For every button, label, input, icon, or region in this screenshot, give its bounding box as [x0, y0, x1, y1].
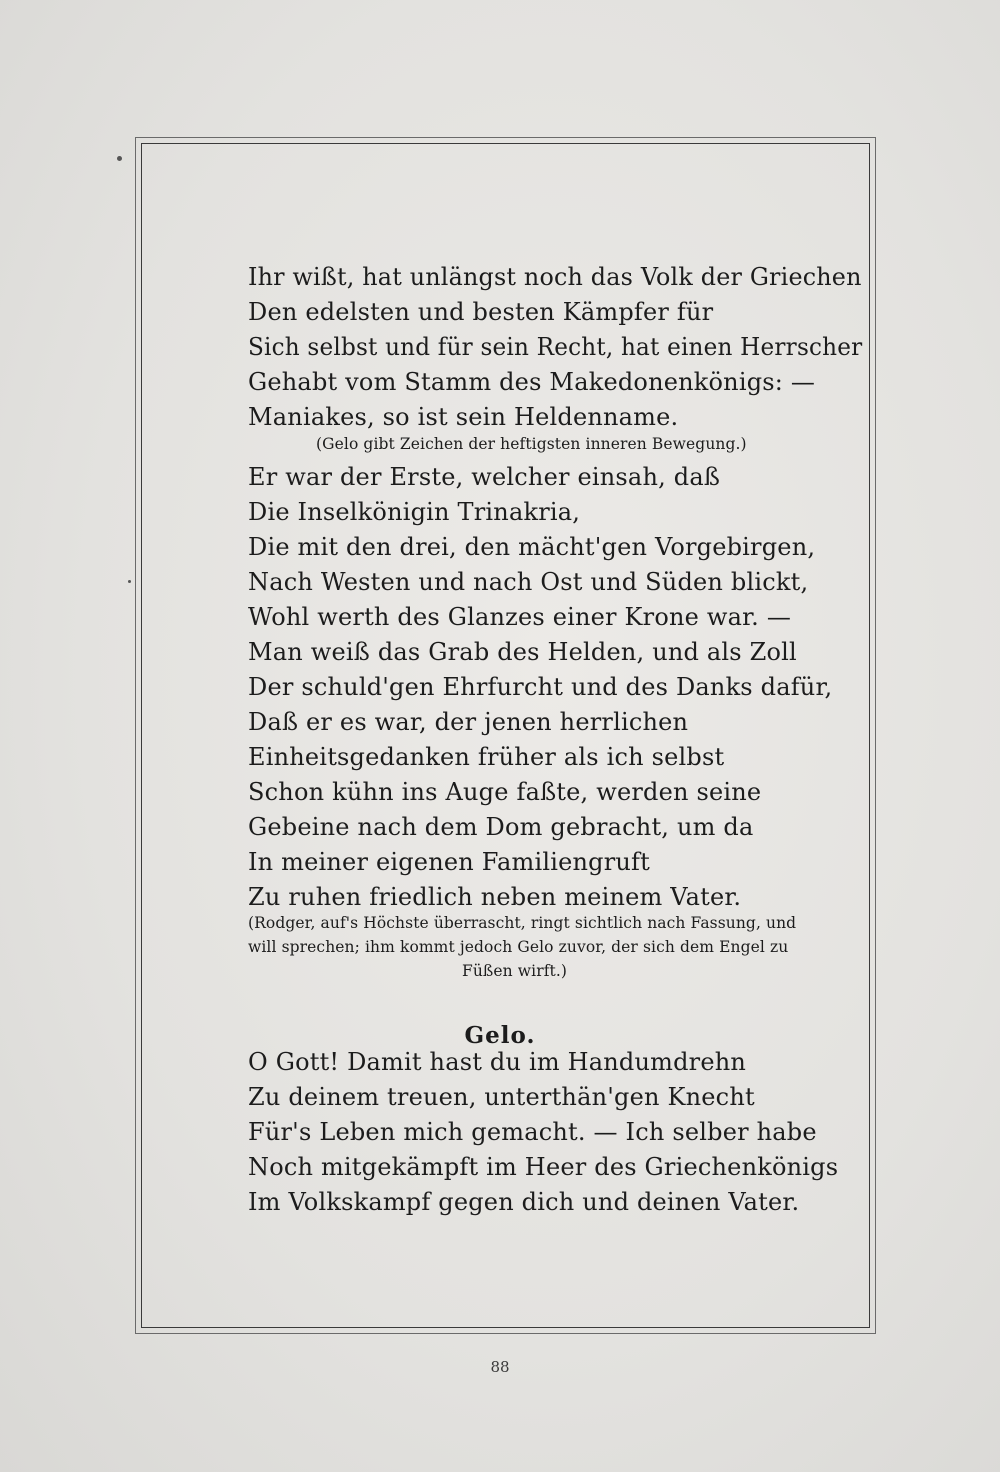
- verse-line: Noch mitgekämpft im Heer des Griechenkönigs: [248, 1153, 839, 1181]
- stage-direction: (Rodger, auf's Höchste überrascht, ringt sichtlich nach Fassung, und: [248, 914, 797, 932]
- stage-direction: Füßen wirft.): [462, 962, 568, 980]
- verse-line: Gebeine nach dem Dom gebracht, um da: [248, 813, 754, 841]
- verse-line: Wohl werth des Glanzes einer Krone war. —: [248, 603, 792, 631]
- verse-line: O Gott! Damit hast du im Handumdrehn: [248, 1048, 747, 1076]
- verse-line: Maniakes, so ist sein Heldenname.: [248, 403, 679, 431]
- verse-line: Man weiß das Grab des Helden, und als Zoll: [248, 638, 797, 666]
- verse-line: Den edelsten und besten Kämpfer für: [248, 298, 714, 326]
- verse-line: Sich selbst und für sein Recht, hat einen Herrscher: [248, 333, 863, 361]
- verse-line: In meiner eigenen Familiengruft: [248, 848, 650, 876]
- stage-direction: will sprechen; ihm kommt jedoch Gelo zuvor, der sich dem Engel zu: [248, 938, 789, 956]
- verse-line: Die Inselkönigin Trinakria,: [248, 498, 581, 526]
- verse-line: Für's Leben mich gemacht. — Ich selber habe: [248, 1118, 817, 1146]
- verse-line: Die mit den drei, den mächt'gen Vorgebirgen,: [248, 533, 816, 561]
- verse-line: Daß er es war, der jenen herrlichen: [248, 708, 689, 736]
- print-speck: [117, 156, 122, 161]
- verse-line: Der schuld'gen Ehrfurcht und des Danks dafür,: [248, 673, 833, 701]
- page-number: 88: [490, 1358, 510, 1376]
- verse-line: Schon kühn ins Auge faßte, werden seine: [248, 778, 762, 806]
- print-speck: [128, 580, 131, 583]
- verse-line: Ihr wißt, hat unlängst noch das Volk der Griechen: [248, 263, 862, 291]
- stage-direction: (Gelo gibt Zeichen der heftigsten inneren Bewegung.): [316, 435, 747, 453]
- verse-line: Nach Westen und nach Ost und Süden blickt,: [248, 568, 809, 596]
- verse-line: Im Volkskampf gegen dich und deinen Vater.: [248, 1188, 800, 1216]
- verse-line: Zu deinem treuen, unterthän'gen Knecht: [248, 1083, 755, 1111]
- verse-line: Einheitsgedanken früher als ich selbst: [248, 743, 725, 771]
- verse-line: Gehabt vom Stamm des Makedonenkönigs: —: [248, 368, 816, 396]
- verse-line: Zu ruhen friedlich neben meinem Vater.: [248, 883, 742, 911]
- verse-line: Er war der Erste, welcher einsah, daß: [248, 463, 721, 491]
- speaker-name: Gelo.: [464, 1022, 536, 1049]
